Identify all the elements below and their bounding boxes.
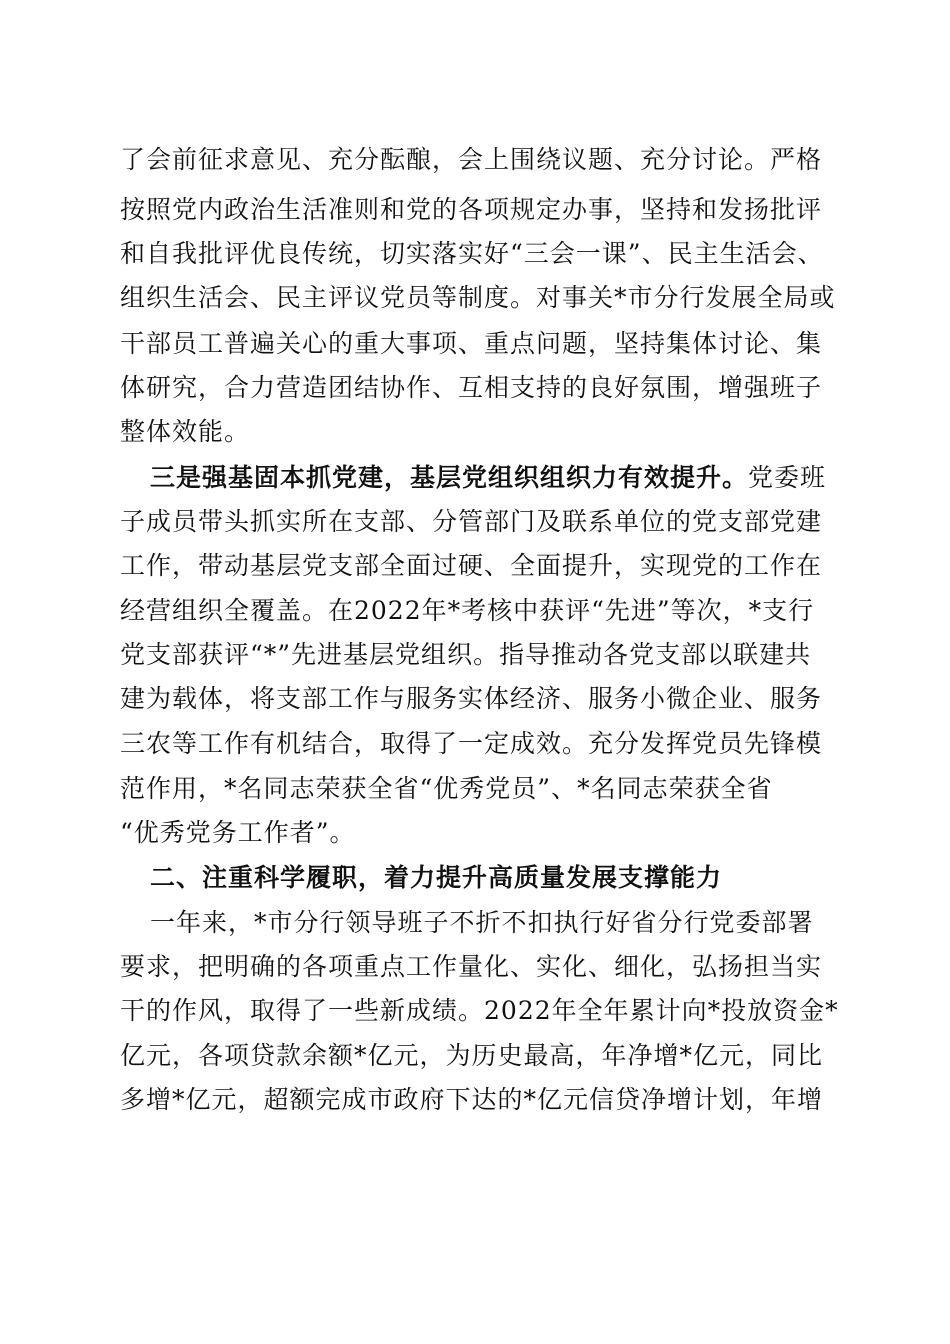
text-line: 干部员工普遍关心的重大事项、重点问题，坚持集体讨论、集 xyxy=(120,329,823,358)
text-line: “优秀党务工作者”。 xyxy=(120,818,356,847)
text-line: 子成员带头抓实所在支部、分管部门及联系单位的党支部党建 xyxy=(120,507,823,536)
text-line: 要求，把明确的各项重点工作量化、实化、细化，弘扬担当实 xyxy=(120,952,823,981)
section-heading: 二、注重科学履职，着力提升高质量发展支撑能力 xyxy=(150,863,723,892)
text-line: 干的作风，取得了一些新成绩。2022年全年累计向*投放资金* xyxy=(120,996,839,1025)
bold-lead-sentence: 三是强基固本抓党建，基层党组织组织力有效提升。 xyxy=(150,463,749,492)
text-line: 党支部获评“*”先进基层党组织。指导推动各党支部以联建共 xyxy=(120,640,812,669)
text-line: 工作，带动基层党支部全面过硬、全面提升，实现党的工作在 xyxy=(120,551,823,580)
text-line: 三农等工作有机结合，取得了一定成效。充分发挥党员先锋模 xyxy=(120,729,823,758)
lead-continuation: 党委班 xyxy=(748,463,827,492)
text-line: 体研究，合力营造团结协作、互相支持的良好氛围，增强班子 xyxy=(120,373,823,402)
paragraph-first-line: 一年来，*市分行领导班子不折不扣执行好省分行党委部署 xyxy=(150,908,814,937)
text-line: 经营组织全覆盖。在2022年*考核中获评“先进”等次，*支行 xyxy=(120,596,815,625)
paragraph-first-line xyxy=(150,455,840,501)
text-line: 组织生活会、民主评议党员等制度。对事关*市分行发展全局或 xyxy=(120,283,836,312)
text-line: 亿元，各项贷款余额*亿元，为历史最高，年净增*亿元，同比 xyxy=(120,1041,824,1070)
text-line: 了会前征求意见、充分酝酿，会上围绕议题、充分讨论。严格 xyxy=(120,145,823,174)
text-line: 和自我批评优良传统，切实落实好“三会一课”、民主生活会、 xyxy=(120,239,824,268)
text-line: 范作用，*名同志荣获全省“优秀党员”、*名同志荣获全省 xyxy=(120,774,773,803)
text-line: 建为载体，将支部工作与服务实体经济、服务小微企业、服务 xyxy=(120,684,823,713)
text-line: 按照党内政治生活准则和党的各项规定办事，坚持和发扬批评 xyxy=(120,195,823,224)
text-line: 多增*亿元，超额完成市政府下达的*亿元信贷净增计划，年增 xyxy=(120,1085,824,1114)
text-line: 整体效能。 xyxy=(120,417,251,446)
